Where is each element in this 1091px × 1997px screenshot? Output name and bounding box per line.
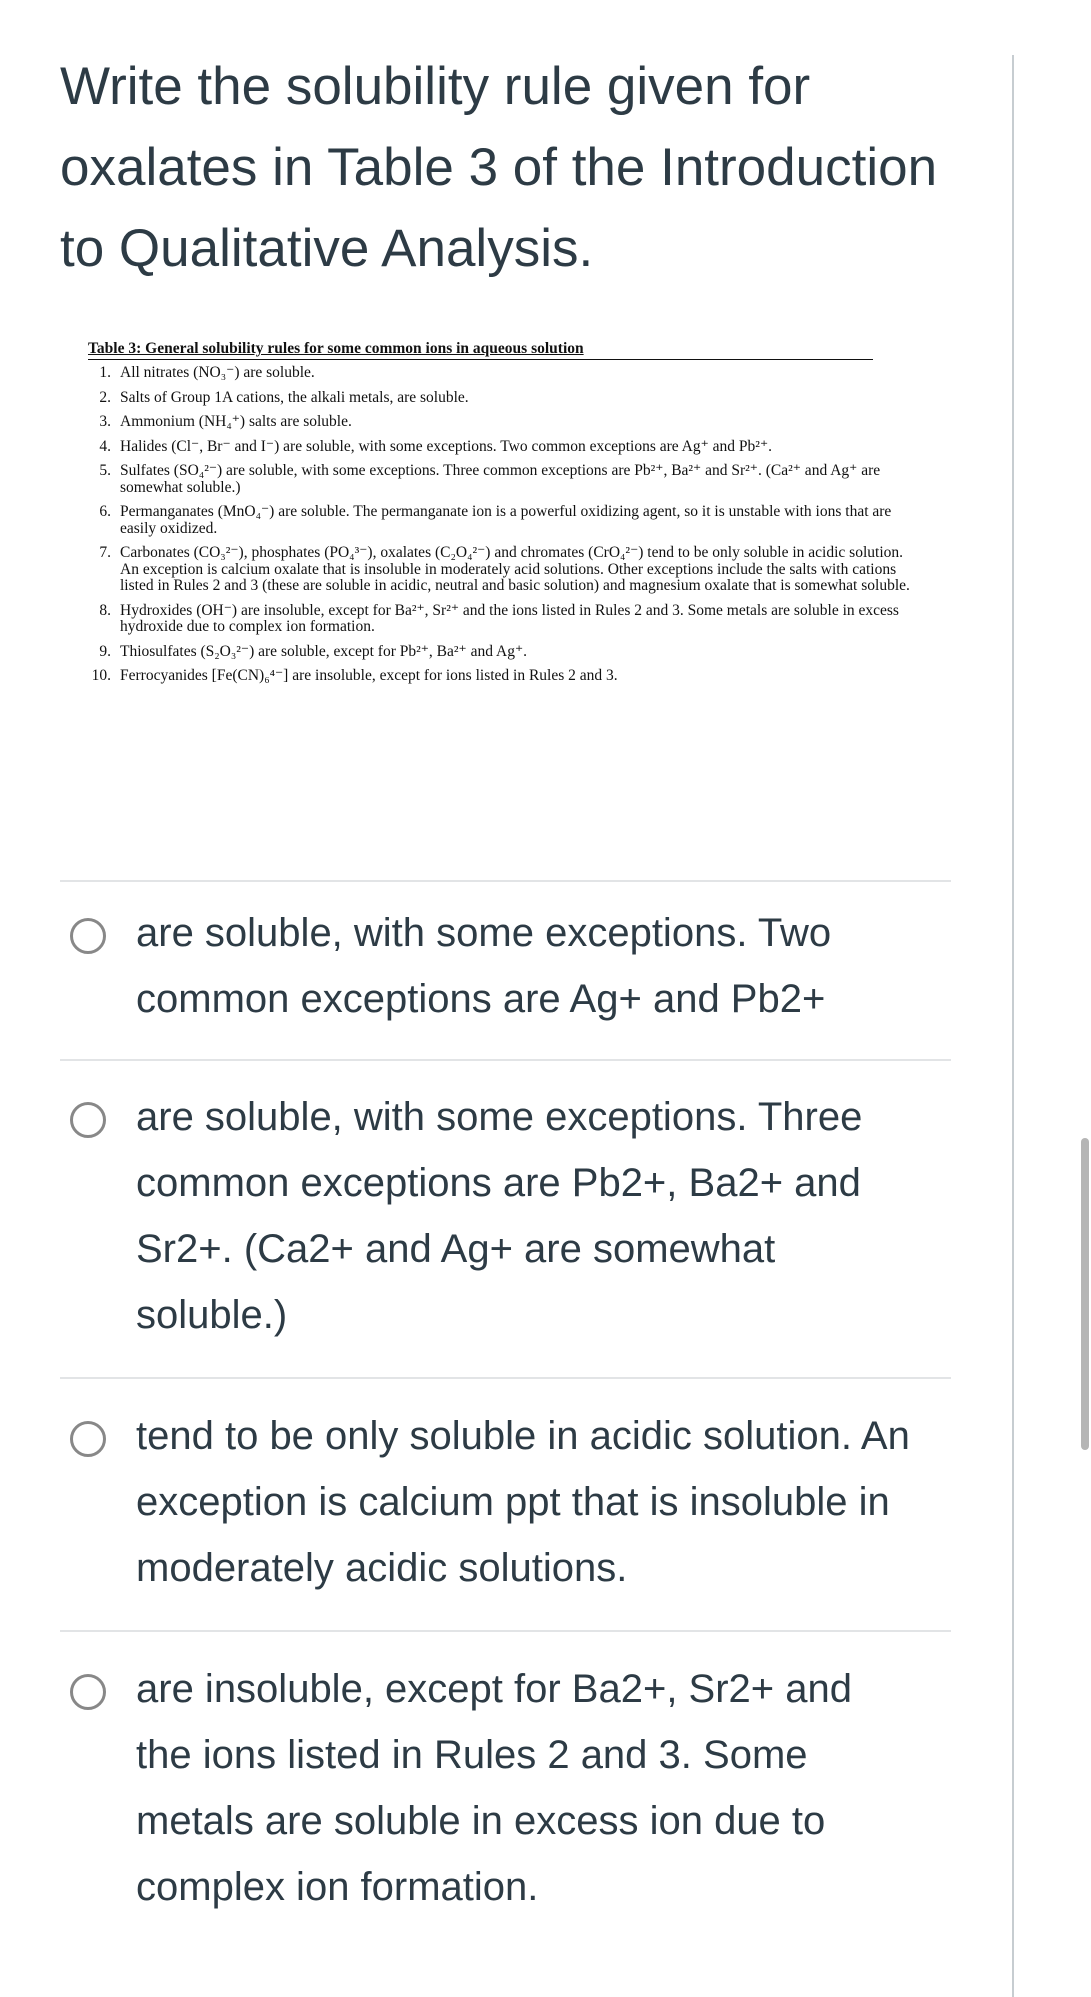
table-rule [88,439,918,456]
question-text: Write the solubility rule given for oxalates in Table 3 of the Introduction to Qualitative Analysis. [60,57,938,278]
rule-text: Sulfates (SO₄²⁻) are soluble, with some exceptions. Three common exceptions are Pb²⁺, Ba²⁺ and Sr²⁺. (Ca²⁺ and Ag⁺ are somewhat soluble.) [120,462,881,496]
rule-number: 1. [99,364,111,381]
rule-number: 2. [99,388,111,406]
rule-number: 8. [99,601,111,619]
table-rule [88,463,918,496]
table-rule [88,545,918,595]
radio-button[interactable] [70,918,106,954]
rule-text: Permanganates (MnO₄⁻) are soluble. The permanganate ion is a powerful oxidizing agent, so it is unstable with ions that are easily oxidized. [120,503,892,537]
table-rule [88,504,918,537]
table-rule [88,390,918,407]
rule-text: Ferrocyanides [Fe(CN)₆⁴⁻] are insoluble, except for ions listed in Rules 2 and 3. [120,667,618,684]
table-rule [88,668,918,685]
radio-button[interactable] [70,1674,106,1710]
rule-text: Thiosulfates (S₂O₃²⁻) are soluble, except for Pb²⁺, Ba²⁺ and Ag⁺. [120,642,528,660]
answer-option-1[interactable] [70,900,950,1032]
answer-option-4[interactable] [70,1656,950,1920]
divider [60,1059,951,1061]
option-label: are soluble, with some exceptions. Two common exceptions are Ag+ and Pb2+ [136,911,832,1021]
rule-text: Halides (Cl⁻, Br⁻ and I⁻) are soluble, with some exceptions. Two common exceptions are Ag⁺ and Pb²⁺. [120,437,772,455]
rule-number: 6. [99,503,111,520]
rule-text: All nitrates (NO₃⁻) are soluble. [120,364,315,381]
table-rule [88,644,918,661]
option-label: are soluble, with some exceptions. Three common exceptions are Pb2+, Ba2+ and Sr2+. (Ca2+ and Ag+ are somewhat soluble.) [136,1095,863,1337]
radio-button[interactable] [70,1102,106,1138]
rule-text: Ammonium (NH₄⁺) salts are soluble. [120,413,352,430]
rule-number: 9. [99,642,111,660]
radio-button[interactable] [70,1421,106,1457]
table-rule [88,414,918,431]
rule-text: Salts of Group 1A cations, the alkali metals, are soluble. [120,388,469,406]
scrollbar-thumb[interactable] [1081,1138,1089,1450]
content-border [1012,55,1014,1997]
table-rule [88,365,918,382]
option-label: are insoluble, except for Ba2+, Sr2+ and the ions listed in Rules 2 and 3. Some metals are soluble in excess ion due to complex ion formation. [136,1667,853,1909]
rule-number: 5. [99,462,111,479]
option-label: tend to be only soluble in acidic solution. An exception is calcium ppt that is insoluble in moderately acidic solutions. [136,1414,910,1590]
rule-number: 7. [99,544,111,561]
answer-option-3[interactable] [70,1403,950,1601]
rule-number: 3. [99,413,111,430]
divider [60,880,951,882]
rule-text: Hydroxides (OH⁻) are insoluble, except for Ba²⁺, Sr²⁺ and the ions listed in Rules 2 and 3. Some metals are soluble in excess hydroxide due to complex ion formation. [120,601,899,635]
table-rule [88,603,918,636]
rule-number: 4. [99,437,111,455]
solubility-rules-table [88,340,918,693]
table-title: Table 3: General solubility rules for some common ions in aqueous solution [88,340,873,360]
divider [60,1377,951,1379]
rule-text: Carbonates (CO₃²⁻), phosphates (PO₄³⁻), oxalates (C₂O₄²⁻) and chromates (CrO₄²⁻) tend to be only soluble in acidic solution. An exception is calcium oxalate that is insoluble in moderately acid solutions. Other exceptions include the salts with cations listed in Rules 2 and 3 (these are soluble in acidic, neutral and basic solution) and magnesium oxalate that is somewhat soluble. [120,544,910,594]
divider [60,1630,951,1632]
rule-number: 10. [91,667,111,684]
answer-option-2[interactable] [70,1084,950,1348]
